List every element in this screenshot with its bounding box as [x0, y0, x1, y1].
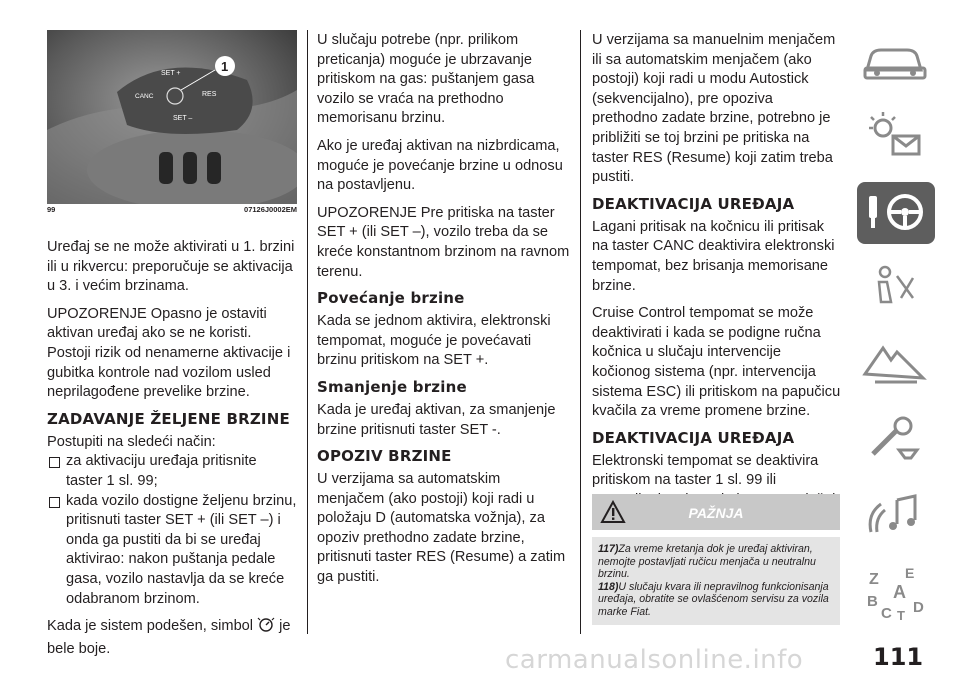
svg-text:Z: Z [869, 571, 879, 588]
index-letters-icon [857, 562, 935, 624]
warning-title: PAŽNJA [688, 505, 744, 521]
warning-lights-icon [857, 106, 935, 168]
paragraph-text: Kada je sistem podešen, simbol [47, 618, 254, 635]
section-heading: ZADAVANJE ŽELJENE BRZINE [47, 409, 290, 428]
tab-starting-and-driving[interactable] [857, 182, 935, 244]
set-minus-label: SET – [173, 115, 193, 122]
breakdown-icon [857, 334, 935, 396]
car-info-icon [857, 30, 935, 92]
switch-3 [207, 152, 221, 184]
svg-text:B: B [867, 593, 878, 610]
paragraph: U verzijama sa manuelnim menjačem ili sa automatskim menjačem (ako postoji) koji radi u modu Autostick (sekvencijalno), pre opoziva prethodno zadate brzine, potrebno je približiti se toj brzini pe pritiska na taster RES (Resume) koji zatim treba pustiti. [592, 32, 836, 186]
paragraph: Lagani pritisak na kočnicu ili pritisak na taster CANC deaktivira elektronski tempomat, bez brisanja memorisane brzine. [592, 218, 835, 294]
section-heading: DEAKTIVACIJA UREĐAJA [592, 428, 795, 447]
paragraph: UPOZORENJE Opasno je ostaviti aktivan uređaj ako se ne koristi. Postoji rizik od nenamerne aktivacije i gubitka kontrole nad vozilom usled neprilagođene prevelike brzine. [47, 305, 291, 401]
section-heading: OPOZIV BRZINE [317, 447, 452, 466]
bullet-icon [49, 497, 60, 508]
list-item [47, 492, 297, 610]
tab-car-info[interactable] [857, 30, 935, 92]
svg-text:A: A [893, 582, 906, 602]
steering-key-icon [857, 182, 935, 244]
column-divider [307, 30, 308, 634]
warning-box [592, 494, 840, 625]
tab-index[interactable] [857, 562, 935, 624]
paragraph: UPOZORENJE Pre pritiska na taster SET + (ili SET –), vozilo treba da se kreće konstantnom brzinom na ravnom terenu. [317, 204, 570, 280]
paragraph: Postupiti na sledeći način: [47, 433, 216, 450]
paragraph: U verzijama sa automatskim menjačem (ako postoji) koji radi u položaju D (automatska vožnja), za opoziv prethodno zadate brzine, pritisnuti taster RES (Resume) a zatim ga pustiti. [317, 471, 566, 586]
steering-wheel-photo [47, 30, 297, 204]
section-heading: Povećanje brzine [317, 289, 465, 308]
paragraph: Elektronski tempomat se deaktivira pritiskom na taster 1 sl. 99 ili [592, 452, 819, 489]
section-heading: DEAKTIVACIJA UREĐAJA [592, 194, 795, 213]
warning-header [592, 494, 840, 530]
paragraph: U slučaju potrebe (npr. prilikom preticanja) moguće je ubrzavanje pritiskom na gas: puštanjem gasa vozilo se vraća na prethodno memorisanu brzinu. [317, 32, 535, 127]
maintenance-icon [857, 410, 935, 472]
paragraph: Cruise Control tempomat se može deaktivirati i kada se podigne ručna kočnica u slučaju intervencije kočionog sistema (npr. intervencija sistema ESC) ili pritiskom na papučicu kvačila za vreme promene brzine. [592, 305, 841, 420]
svg-text:C: C [881, 605, 892, 622]
airbag-seat-icon [857, 258, 935, 320]
warning-number: 118) [598, 580, 619, 593]
column-divider [580, 30, 581, 634]
tab-warning-lights[interactable] [857, 106, 935, 168]
paragraph: Uređaj se ne može aktivirati u 1. brzini ili u rikvercu: preporučuje se aktivacija u 3. i većim brzinama. [47, 239, 295, 295]
tab-maintenance[interactable] [857, 410, 935, 472]
switch-2 [183, 152, 197, 184]
column-3 [592, 31, 842, 538]
svg-text:D: D [913, 599, 924, 616]
callout-number: 1 [221, 59, 229, 74]
column-2 [317, 31, 570, 596]
warning-body [592, 536, 840, 625]
warning-text: U slučaju kvara ili nepravilnog funkcionisanja uređaja, obratite se ovlašćenom servisu za vozila marke Fiat. [598, 580, 829, 618]
tab-multimedia[interactable] [857, 486, 935, 548]
list-item-text: za aktivaciju uređaja pritisnite taster 1 sl. 99; [66, 453, 257, 489]
res-label: RES [202, 91, 217, 98]
column-1 [47, 238, 297, 667]
paragraph-text: je bele boje. [47, 618, 291, 657]
bullet-icon [49, 457, 60, 468]
warning-item [598, 581, 834, 619]
warning-text: Za vreme kretanja dok je uređaj aktiviran, nemojte postavljati ručicu menjača u neutralnu brzinu. [598, 543, 816, 581]
cruise-control-icon [257, 617, 275, 640]
list-item-text: kada vozilo dostigne željenu brzinu, pritisnuti taster SET + (ili SET –) i onda ga pustiti da bi se uređaj aktivirao: nakon puštanja pedale gasa, vozilo nastavlja da se kreće odabranom brzinom. [66, 492, 297, 607]
paragraph: Kada se jednom aktivira, elektronski tempomat, moguće je povećavati brzinu pritiskom na SET +. [317, 313, 551, 369]
paragraph: Ako je uređaj aktivan na nizbrdicama, moguće je povećanje brzine u odnosu na postavljenu. [317, 137, 563, 194]
figure-code: 07126J0002EM [244, 205, 297, 214]
figure-number: 99 [47, 205, 56, 214]
tab-in-an-emergency[interactable] [857, 334, 935, 396]
list-item [47, 452, 297, 491]
page-number: 111 [873, 643, 924, 671]
set-plus-label: SET + [161, 70, 181, 77]
watermark: carmanualsonline.info [505, 645, 804, 675]
svg-text:E: E [905, 565, 915, 581]
paragraph: Kada je uređaj aktivan, za smanjenje brzine pritisnuti taster SET -. [317, 401, 556, 438]
multimedia-icon [857, 486, 935, 548]
paragraph [47, 617, 297, 659]
svg-text:T: T [897, 608, 905, 623]
canc-label: CANC [135, 93, 154, 100]
tab-safety[interactable] [857, 258, 935, 320]
switch-1 [159, 152, 173, 184]
warning-number: 117) [598, 543, 619, 555]
section-heading: Smanjenje brzine [317, 377, 467, 396]
warning-item [598, 543, 834, 581]
